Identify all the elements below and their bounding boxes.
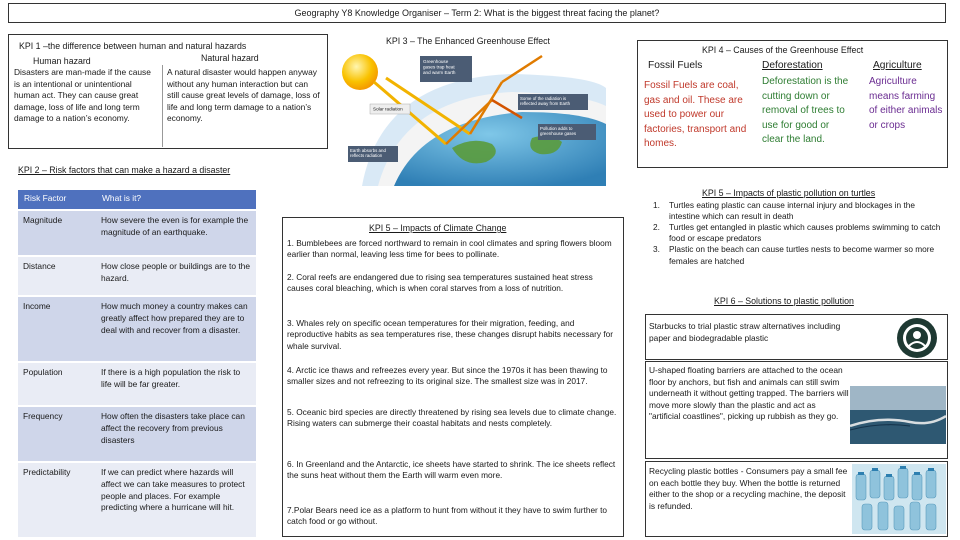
kpi6-heading: KPI 6 – Solutions to plastic pollution xyxy=(714,296,854,306)
table-row xyxy=(18,462,256,538)
table-row xyxy=(18,406,256,462)
kpi4-heading: KPI 4 – Causes of the Greenhouse Effect xyxy=(702,45,864,55)
climate-impact-item: 2. Coral reefs are endangered due to rising sea temperatures sustained heat stress causes coral bleaching, which is when coral starves from a loss of nutrition. xyxy=(287,272,593,294)
solution-text: Recycling plastic bottles - Consumers pay a small fee on each bottle they buy. When the bottle is returned either to the shop or a recycling machine, the deposit is refunded. xyxy=(649,466,848,511)
risk-factor-table xyxy=(18,190,256,539)
risk-factor-desc: How much money a country makes can greatly affect how prepared they are to deal with and recover from a disaster. xyxy=(96,296,256,362)
solution-recycling xyxy=(645,461,948,537)
table-row xyxy=(18,256,256,296)
risk-factor-desc: If we can predict where hazards will affect we can take measures to protect people and places. For example predicting where a hurricane will hit. xyxy=(96,462,256,538)
fossil-fuels-title: Fossil Fuels xyxy=(648,60,703,71)
human-hazard-title: Human hazard xyxy=(33,56,91,66)
plastic-bottles-photo-icon xyxy=(852,464,946,534)
risk-factor-desc: If there is a high population the risk to life will be far greater. xyxy=(96,362,256,406)
greenhouse-diagram-svg xyxy=(342,48,606,186)
col-header-desc: What is it? xyxy=(96,190,256,210)
risk-factor-desc: How often the disasters take place can affect the recovery from previous disasters xyxy=(96,406,256,462)
label-pollution: Pollution adds to greenhouse gases xyxy=(540,126,577,137)
plastic-impacts-heading: KPI 5 – Impacts of plastic pollution on turtles xyxy=(702,188,876,198)
climate-impact-item: 3. Whales rely on specific ocean temperatures for their migration, feeding, and reproductive habits as sea temperatures rise, these changes disrupt habits necessary for whale survival. xyxy=(287,318,614,351)
climate-impact-item: 4. Arctic ice thaws and refreezes every year. But since the 1970s it has been thawing to smaller sizes and not refreezing to its original size. The smallest size was in 2017. xyxy=(287,365,608,387)
ocean-barrier-photo-icon xyxy=(850,386,946,444)
kpi1-divider xyxy=(162,65,163,147)
starbucks-logo-icon xyxy=(896,317,938,359)
kpi1-panel xyxy=(8,34,328,149)
solution-straws xyxy=(645,314,948,360)
natural-hazard-title: Natural hazard xyxy=(201,53,259,63)
risk-factor-name: Population xyxy=(18,362,96,406)
fossil-fuels-text: Fossil Fuels are coal, gas and oil. These are used to power our factories, transport and homes. xyxy=(644,80,747,149)
risk-factor-desc: How close people or buildings are to the hazard. xyxy=(96,256,256,296)
label-solar: Solar radiation xyxy=(373,106,403,112)
kpi5-heading: KPI 5 – Impacts of Climate Change xyxy=(369,223,507,233)
risk-factor-name: Income xyxy=(18,296,96,362)
list-item: 2. Turtles get entangled in plastic which causes problems swimming to catch food or escape predators xyxy=(653,222,941,244)
risk-factor-name: Frequency xyxy=(18,406,96,462)
kpi2-heading: KPI 2 – Risk factors that can make a hazard a disaster xyxy=(18,165,231,175)
label-reflected: Some of the radiation is reflected away from Earth xyxy=(520,96,571,107)
risk-factor-desc: How severe the even is for example the magnitude of an earthquake. xyxy=(96,210,256,256)
climate-impact-item: 6. In Greenland and the Antarctic, ice sheets have started to shrink. The ice sheets reflect the suns heat without them the Earth will warm even more. xyxy=(287,459,616,481)
page-title: Geography Y8 Knowledge Organiser – Term 2: What is the biggest threat facing the planet? xyxy=(8,3,946,23)
agriculture-text: Agriculture means farming of either animals or crops xyxy=(869,76,943,131)
solution-text: Starbucks to trial plastic straw alternatives including paper and biodegradable plastic xyxy=(649,321,841,343)
solution-barriers xyxy=(645,361,948,459)
risk-factor-name: Predictability xyxy=(18,462,96,538)
climate-impact-item: 7.Polar Bears need ice as a platform to hunt from without it they have to swim further to catch food or go without. xyxy=(287,505,608,527)
list-item: 3. Plastic on the beach can cause turtles nests to become warmer so more females are hatched xyxy=(653,244,935,266)
col-header-factor: Risk Factor xyxy=(18,190,96,210)
kpi4-panel xyxy=(637,40,948,168)
solution-text: U-shaped floating barriers are attached to the ocean floor by anchors, but fish and animals can still swim underneath it without getting trapped. The barriers will move more slowly than the plastic and act as "artificial coastlines", picking up rubbish as they go. xyxy=(649,365,849,422)
deforestation-title: Deforestation xyxy=(762,60,823,71)
natural-hazard-text: A natural disaster would happen anyway without any human interaction but can still cause great levels of damage, loss of life and long term damage to a nation’s economy. xyxy=(167,67,320,124)
plastic-impacts-list xyxy=(653,200,948,267)
greenhouse-effect-diagram xyxy=(342,48,606,186)
kpi1-heading: KPI 1 –the difference between human and natural hazards xyxy=(19,41,247,51)
human-hazard-text: Disasters are man-made if the cause is an intentional or unintentional human act. They can cause great damage, loss of life and long term damage to a nation’s economy. xyxy=(14,67,151,124)
climate-impact-item: 1. Bumblebees are forced northward to remain in cool climates and spring flowers bloom earlier than normal, leaving less time for bees to pollinate. xyxy=(287,238,612,260)
climate-impact-item: 5. Oceanic bird species are directly threatened by rising sea levels due to climate change. Rising waters can submerge their coastal habitats and nests completely. xyxy=(287,407,617,429)
sun-icon xyxy=(342,54,378,90)
label-absorbs: Earth absorbs and reflects radiation xyxy=(350,148,386,159)
list-item: 1. Turtles eating plastic can cause internal injury and blockages in the intestine which can result in death xyxy=(653,200,915,222)
deforestation-text: Deforestation is the cutting down or removal of trees to use for good or clear the land. xyxy=(762,76,849,145)
kpi3-heading: KPI 3 – The Enhanced Greenhouse Effect xyxy=(386,36,550,46)
risk-factor-name: Distance xyxy=(18,256,96,296)
table-row xyxy=(18,296,256,362)
label-gases: Greenhouse gases trap heat and warm Earth xyxy=(423,59,456,75)
agriculture-title: Agriculture xyxy=(873,60,922,71)
table-row xyxy=(18,210,256,256)
kpi5-climate-panel xyxy=(282,217,624,537)
table-row xyxy=(18,362,256,406)
risk-factor-name: Magnitude xyxy=(18,210,96,256)
table-header-row xyxy=(18,190,256,210)
